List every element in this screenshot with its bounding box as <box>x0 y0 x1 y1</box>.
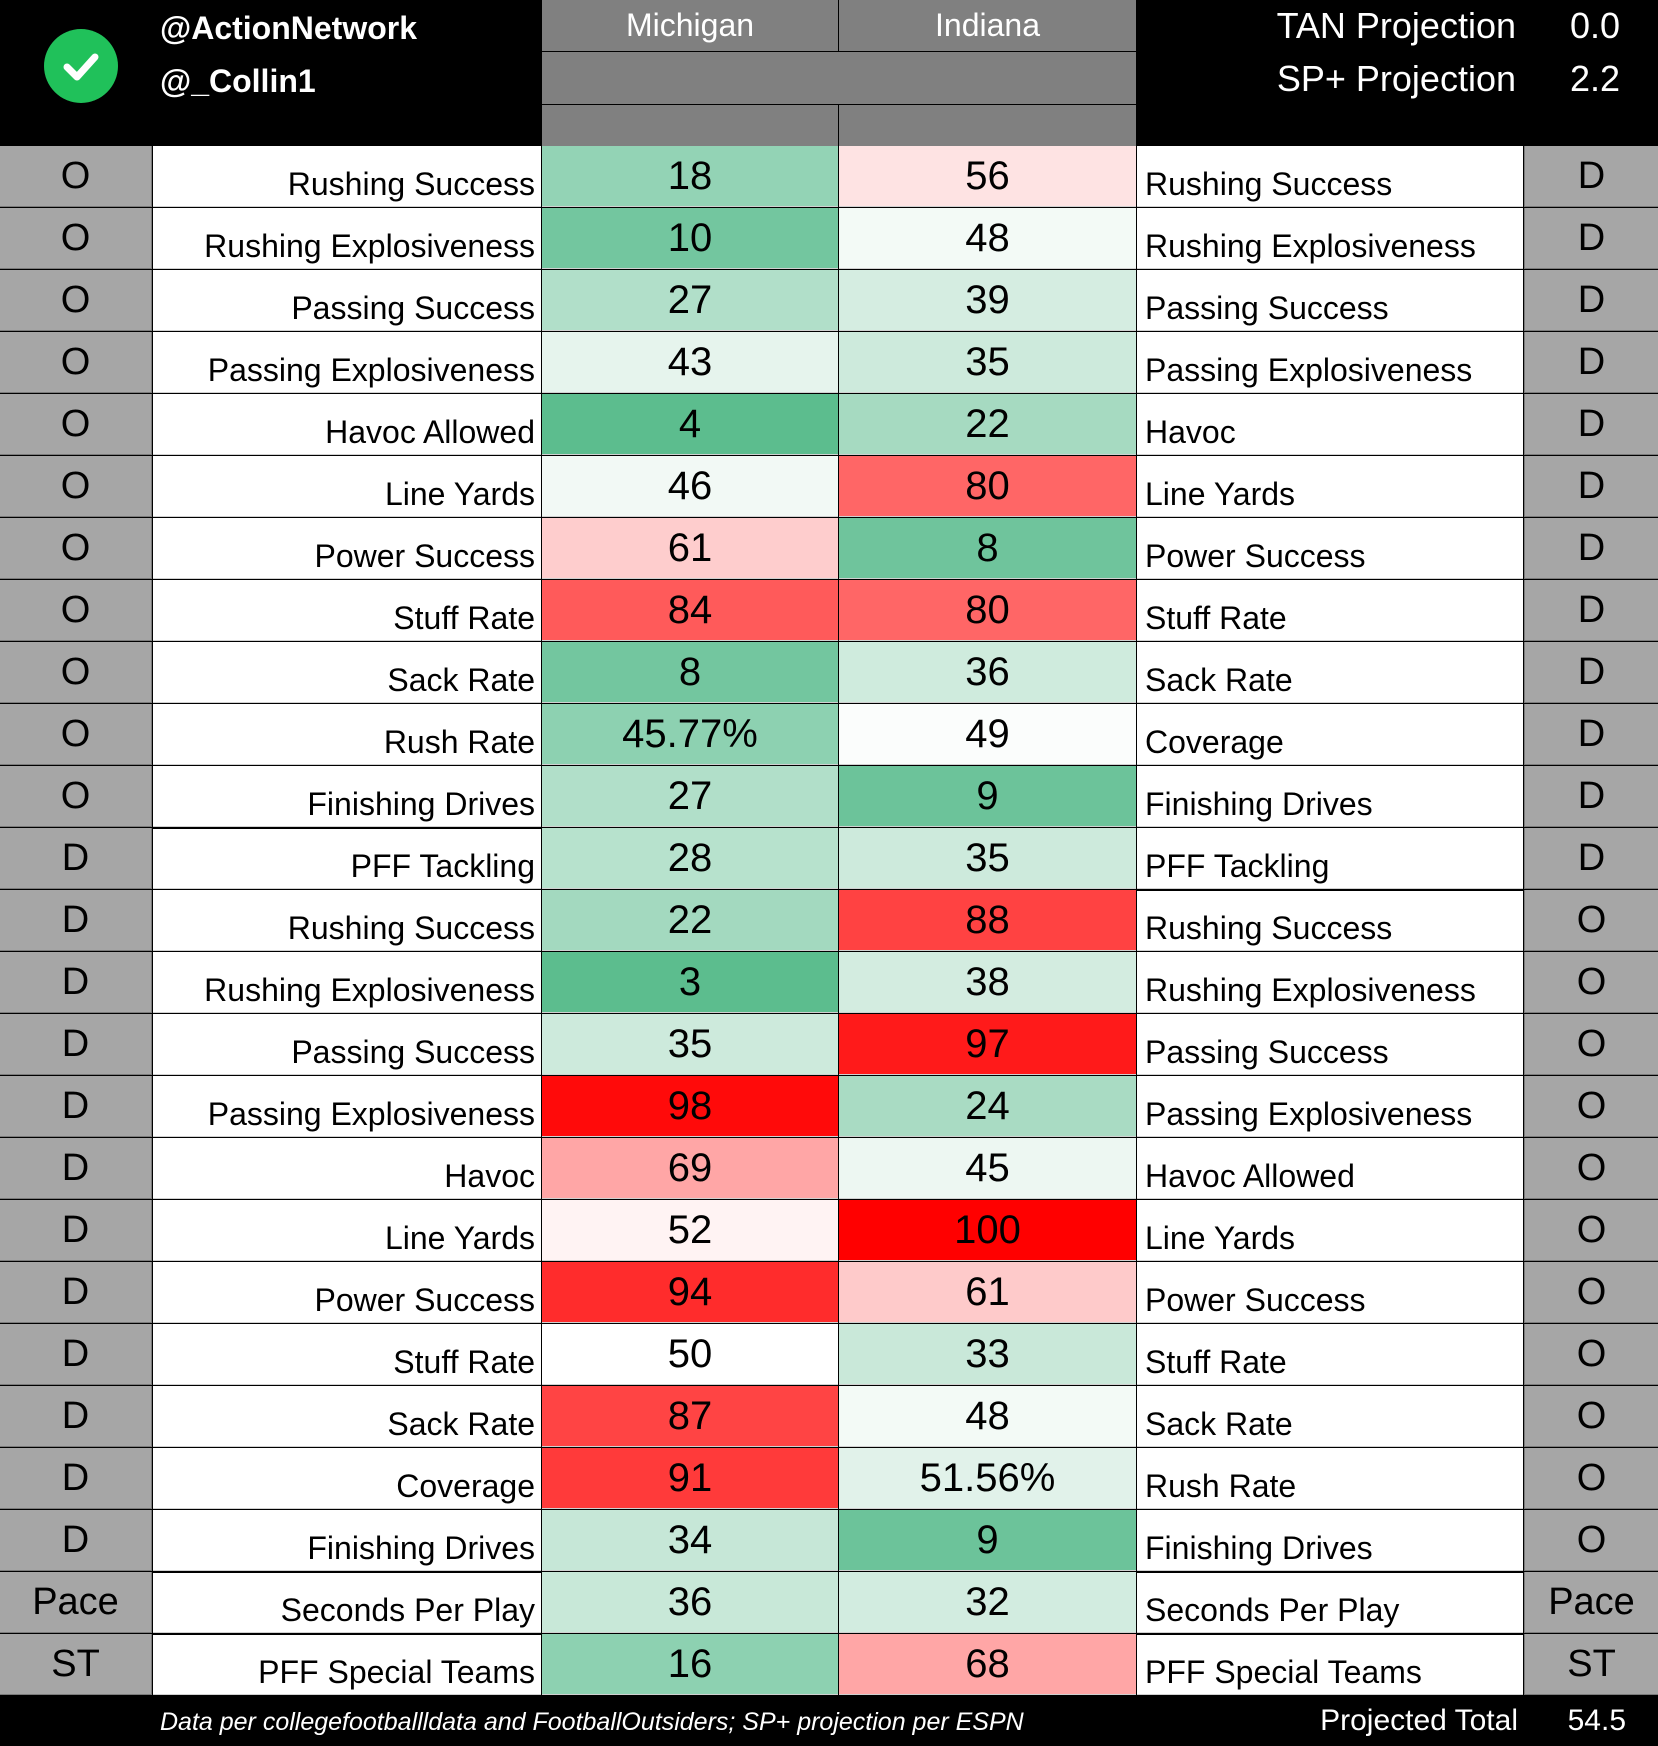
michigan-value-cell: 4 <box>542 394 838 455</box>
table-row <box>0 1572 1658 1634</box>
side-right-cell: D <box>1524 766 1658 827</box>
side-right-cell: D <box>1524 332 1658 393</box>
metric-label-right: Coverage <box>1137 704 1523 765</box>
side-right-cell: O <box>1524 1510 1658 1571</box>
michigan-value-cell: 16 <box>542 1634 838 1695</box>
table-row <box>0 890 1658 952</box>
side-right-cell: ST <box>1524 1634 1658 1695</box>
metric-label-left: Finishing Drives <box>153 1510 541 1571</box>
side-right-cell: D <box>1524 518 1658 579</box>
header-blank-right <box>839 105 1136 146</box>
indiana-value-cell: 33 <box>839 1324 1136 1385</box>
team-left-header: Michigan <box>542 0 838 51</box>
table-row <box>0 1076 1658 1138</box>
metric-label-right: Power Success <box>1137 518 1523 579</box>
table-row <box>0 1386 1658 1448</box>
indiana-value-cell: 56 <box>839 146 1136 207</box>
metric-label-left: Rushing Explosiveness <box>153 952 541 1013</box>
table-row <box>0 704 1658 766</box>
handle-action-network: @ActionNetwork <box>160 10 417 46</box>
header <box>0 0 1658 146</box>
metric-label-left: Seconds Per Play <box>153 1572 541 1633</box>
metric-label-left: PFF Special Teams <box>153 1634 541 1695</box>
footer <box>0 1697 1658 1746</box>
metric-label-left: Passing Explosiveness <box>153 332 541 393</box>
metric-label-left: Stuff Rate <box>153 1324 541 1385</box>
indiana-value-cell: 38 <box>839 952 1136 1013</box>
michigan-value-cell: 45.77% <box>542 704 838 765</box>
metric-label-right: Finishing Drives <box>1137 766 1523 827</box>
metric-label-right: Rushing Explosiveness <box>1137 952 1523 1013</box>
metric-label-right: Seconds Per Play <box>1137 1572 1523 1633</box>
table-row <box>0 394 1658 456</box>
side-left-cell: D <box>0 1386 152 1447</box>
metric-label-left: Passing Success <box>153 270 541 331</box>
side-right-cell: D <box>1524 394 1658 455</box>
side-right-cell: O <box>1524 1386 1658 1447</box>
table-row <box>0 1262 1658 1324</box>
indiana-value-cell: 48 <box>839 208 1136 269</box>
side-left-cell: O <box>0 518 152 579</box>
table-row <box>0 766 1658 828</box>
metric-label-left: Rushing Success <box>153 890 541 951</box>
metric-label-right: Rushing Success <box>1137 890 1523 951</box>
metric-label-right: Rushing Explosiveness <box>1137 208 1523 269</box>
michigan-value-cell: 91 <box>542 1448 838 1509</box>
indiana-value-cell: 9 <box>839 1510 1136 1571</box>
side-right-cell: O <box>1524 1262 1658 1323</box>
team-right-header: Indiana <box>839 0 1136 51</box>
indiana-value-cell: 49 <box>839 704 1136 765</box>
michigan-value-cell: 34 <box>542 1510 838 1571</box>
michigan-value-cell: 18 <box>542 146 838 207</box>
indiana-value-cell: 8 <box>839 518 1136 579</box>
indiana-value-cell: 100 <box>839 1200 1136 1261</box>
michigan-value-cell: 27 <box>542 270 838 331</box>
michigan-value-cell: 3 <box>542 952 838 1013</box>
indiana-value-cell: 36 <box>839 642 1136 703</box>
table-row <box>0 1448 1658 1510</box>
side-right-cell: O <box>1524 890 1658 951</box>
sp-projection-value: 2.2 <box>1569 58 1620 99</box>
side-right-cell: D <box>1524 704 1658 765</box>
metric-label-left: Passing Success <box>153 1014 541 1075</box>
indiana-value-cell: 35 <box>839 332 1136 393</box>
metric-label-right: Passing Explosiveness <box>1137 332 1523 393</box>
side-right-cell: O <box>1524 952 1658 1013</box>
handle-collin: @_Collin1 <box>160 63 316 99</box>
section-divider <box>1137 889 1523 891</box>
side-left-cell: D <box>0 1200 152 1261</box>
section-divider <box>1137 1571 1523 1573</box>
side-left-cell: D <box>0 1138 152 1199</box>
side-left-cell: O <box>0 270 152 331</box>
indiana-value-cell: 61 <box>839 1262 1136 1323</box>
table-row <box>0 642 1658 704</box>
sp-projection-label: SP+ Projection <box>1276 58 1516 99</box>
side-left-cell: O <box>0 456 152 517</box>
side-left-cell: O <box>0 208 152 269</box>
metric-label-right: Stuff Rate <box>1137 580 1523 641</box>
indiana-value-cell: 39 <box>839 270 1136 331</box>
metric-label-right: Line Yards <box>1137 1200 1523 1261</box>
metric-label-right: Sack Rate <box>1137 642 1523 703</box>
side-right-cell: D <box>1524 580 1658 641</box>
michigan-value-cell: 52 <box>542 1200 838 1261</box>
metric-label-left: Coverage <box>153 1448 541 1509</box>
side-right-cell: O <box>1524 1200 1658 1261</box>
data-source-note: Data per collegefootballldata and FootballOutsiders; SP+ projection per ESPN <box>160 1708 1024 1736</box>
side-left-cell: O <box>0 704 152 765</box>
michigan-value-cell: 46 <box>542 456 838 517</box>
tan-projection-label: TAN Projection <box>1276 5 1516 46</box>
metric-label-right: Passing Explosiveness <box>1137 1076 1523 1137</box>
section-divider <box>153 1633 541 1635</box>
indiana-value-cell: 9 <box>839 766 1136 827</box>
indiana-value-cell: 68 <box>839 1634 1136 1695</box>
checkmark-icon <box>59 44 103 88</box>
indiana-value-cell: 22 <box>839 394 1136 455</box>
side-left-cell: O <box>0 580 152 641</box>
metric-label-left: Stuff Rate <box>153 580 541 641</box>
metric-label-right: Havoc Allowed <box>1137 1138 1523 1199</box>
side-right-cell: D <box>1524 456 1658 517</box>
table-row <box>0 456 1658 518</box>
michigan-value-cell: 27 <box>542 766 838 827</box>
metric-label-left: Havoc Allowed <box>153 394 541 455</box>
table-row <box>0 270 1658 332</box>
projected-total-value: 54.5 <box>1567 1704 1626 1737</box>
side-left-cell: O <box>0 642 152 703</box>
metric-label-right: Power Success <box>1137 1262 1523 1323</box>
table-row <box>0 332 1658 394</box>
michigan-value-cell: 10 <box>542 208 838 269</box>
michigan-value-cell: 43 <box>542 332 838 393</box>
metric-label-left: Power Success <box>153 518 541 579</box>
side-right-cell: O <box>1524 1076 1658 1137</box>
table-row <box>0 1014 1658 1076</box>
metric-label-left: Rushing Explosiveness <box>153 208 541 269</box>
side-left-cell: D <box>0 1510 152 1571</box>
metric-label-right: Passing Success <box>1137 1014 1523 1075</box>
michigan-value-cell: 36 <box>542 1572 838 1633</box>
side-right-cell: O <box>1524 1448 1658 1509</box>
indiana-value-cell: 80 <box>839 580 1136 641</box>
metric-label-left: Line Yards <box>153 456 541 517</box>
indiana-value-cell: 51.56% <box>839 1448 1136 1509</box>
side-right-cell: D <box>1524 828 1658 889</box>
side-right-cell: O <box>1524 1324 1658 1385</box>
side-right-cell: D <box>1524 208 1658 269</box>
metric-label-right: PFF Tackling <box>1137 828 1523 889</box>
indiana-value-cell: 88 <box>839 890 1136 951</box>
michigan-value-cell: 28 <box>542 828 838 889</box>
metric-label-right: Havoc <box>1137 394 1523 455</box>
michigan-value-cell: 84 <box>542 580 838 641</box>
side-left-cell: D <box>0 1076 152 1137</box>
metric-label-right: Finishing Drives <box>1137 1510 1523 1571</box>
side-left-cell: D <box>0 1014 152 1075</box>
metric-label-left: Line Yards <box>153 1200 541 1261</box>
michigan-value-cell: 69 <box>542 1138 838 1199</box>
table-row <box>0 952 1658 1014</box>
michigan-value-cell: 61 <box>542 518 838 579</box>
side-left-cell: O <box>0 766 152 827</box>
metric-label-right: Stuff Rate <box>1137 1324 1523 1385</box>
header-blank-left <box>542 105 838 146</box>
table-row <box>0 1510 1658 1572</box>
side-left-cell: O <box>0 146 152 207</box>
projected-total-label: Projected Total <box>1320 1704 1518 1737</box>
side-right-cell: D <box>1524 270 1658 331</box>
michigan-value-cell: 98 <box>542 1076 838 1137</box>
metric-label-left: PFF Tackling <box>153 828 541 889</box>
table-row <box>0 1200 1658 1262</box>
table-row <box>0 1324 1658 1386</box>
section-divider <box>1137 1633 1523 1635</box>
michigan-value-cell: 35 <box>542 1014 838 1075</box>
table-row <box>0 828 1658 890</box>
tan-projection-value: 0.0 <box>1569 5 1620 46</box>
indiana-value-cell: 80 <box>839 456 1136 517</box>
header-blank-band <box>542 52 1136 104</box>
side-right-cell: O <box>1524 1138 1658 1199</box>
metric-label-left: Rush Rate <box>153 704 541 765</box>
side-left-cell: Pace <box>0 1572 152 1633</box>
metric-label-left: Power Success <box>153 1262 541 1323</box>
metric-label-left: Havoc <box>153 1138 541 1199</box>
side-left-cell: D <box>0 828 152 889</box>
metric-label-left: Sack Rate <box>153 642 541 703</box>
side-left-cell: ST <box>0 1634 152 1695</box>
indiana-value-cell: 35 <box>839 828 1136 889</box>
indiana-value-cell: 97 <box>839 1014 1136 1075</box>
indiana-value-cell: 45 <box>839 1138 1136 1199</box>
metric-label-right: Sack Rate <box>1137 1386 1523 1447</box>
side-left-cell: D <box>0 1262 152 1323</box>
metric-label-right: Rushing Success <box>1137 146 1523 207</box>
indiana-value-cell: 48 <box>839 1386 1136 1447</box>
side-left-cell: D <box>0 1324 152 1385</box>
metric-label-right: Rush Rate <box>1137 1448 1523 1509</box>
michigan-value-cell: 87 <box>542 1386 838 1447</box>
metric-label-left: Rushing Success <box>153 146 541 207</box>
metric-label-right: Line Yards <box>1137 456 1523 517</box>
side-right-cell: Pace <box>1524 1572 1658 1633</box>
side-left-cell: D <box>0 890 152 951</box>
side-left-cell: D <box>0 952 152 1013</box>
michigan-value-cell: 22 <box>542 890 838 951</box>
michigan-value-cell: 50 <box>542 1324 838 1385</box>
table-row <box>0 1138 1658 1200</box>
michigan-value-cell: 94 <box>542 1262 838 1323</box>
side-right-cell: D <box>1524 642 1658 703</box>
michigan-value-cell: 8 <box>542 642 838 703</box>
check-circle-icon <box>44 29 118 103</box>
table-row <box>0 146 1658 208</box>
side-left-cell: D <box>0 1448 152 1509</box>
table-row <box>0 1634 1658 1696</box>
side-right-cell: D <box>1524 146 1658 207</box>
metric-label-left: Passing Explosiveness <box>153 1076 541 1137</box>
table-row <box>0 580 1658 642</box>
side-left-cell: O <box>0 394 152 455</box>
metric-label-left: Finishing Drives <box>153 766 541 827</box>
table-row <box>0 208 1658 270</box>
side-right-cell: O <box>1524 1014 1658 1075</box>
section-divider <box>153 1571 541 1573</box>
metric-label-right: PFF Special Teams <box>1137 1634 1523 1695</box>
metric-label-left: Sack Rate <box>153 1386 541 1447</box>
indiana-value-cell: 32 <box>839 1572 1136 1633</box>
section-divider <box>153 827 541 829</box>
indiana-value-cell: 24 <box>839 1076 1136 1137</box>
metric-label-right: Passing Success <box>1137 270 1523 331</box>
side-left-cell: O <box>0 332 152 393</box>
table-row <box>0 518 1658 580</box>
